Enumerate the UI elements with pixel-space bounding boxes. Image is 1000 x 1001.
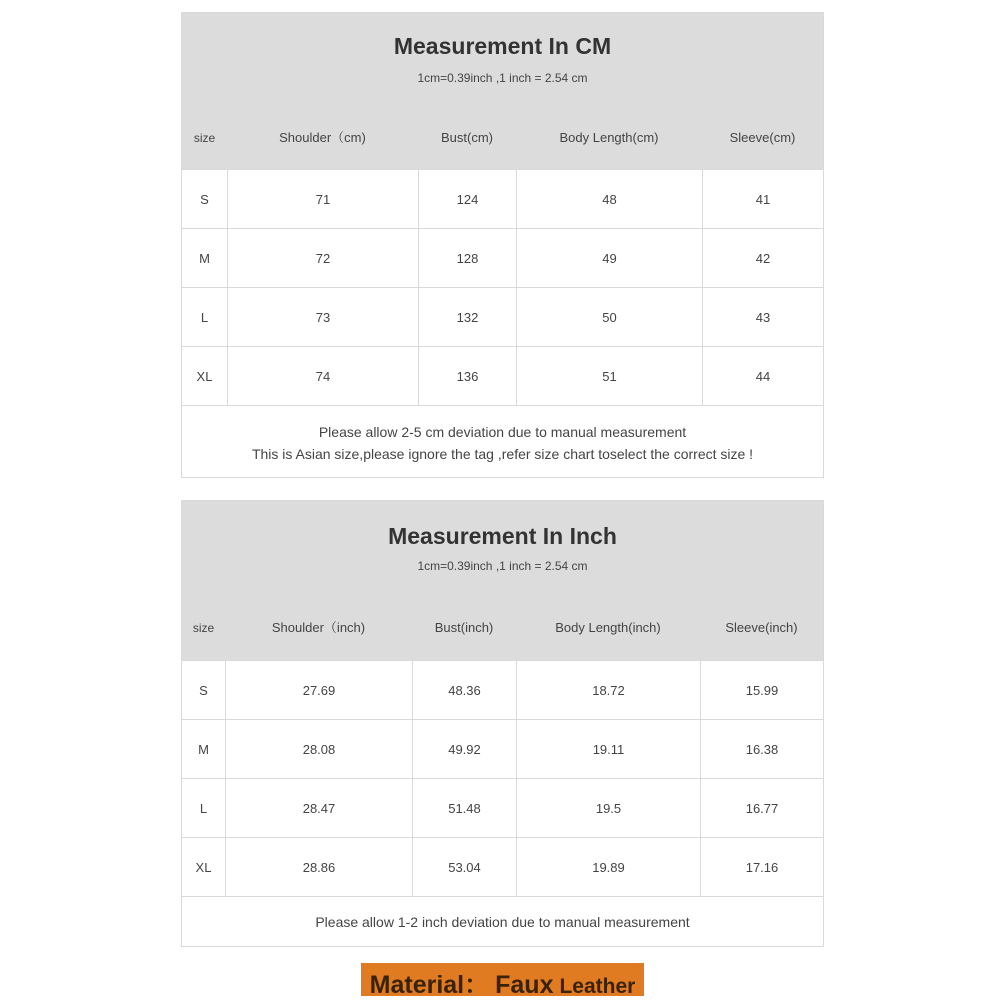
column-header-bust: Bust(cm)	[441, 130, 493, 145]
cm-size-chart	[181, 12, 824, 478]
column-header-body-length: Body Length(cm)	[559, 130, 659, 145]
cm-chart-note	[182, 405, 823, 479]
table-row	[182, 778, 823, 837]
cm-chart-subtitle: 1cm=0.39inch ,1 inch = 2.54 cm	[417, 71, 588, 85]
shoulder-cell: 74	[227, 347, 418, 405]
sleeve-cell: 42	[702, 229, 823, 287]
body-length-cell: 49	[516, 229, 702, 287]
inch-column-headers	[182, 619, 823, 637]
size-cell: L	[200, 309, 209, 325]
size-cell: M	[198, 741, 209, 757]
column-header-bust: Bust(inch)	[434, 620, 494, 635]
table-row	[182, 660, 823, 719]
cm-column-headers	[182, 129, 823, 147]
column-header-body-length: Body Length(inch)	[555, 620, 661, 635]
body-length-cell: 19.89	[516, 838, 700, 896]
table-row	[182, 287, 823, 346]
shoulder-cell: 71	[227, 170, 418, 228]
column-header-shoulder: Shoulder（inch)	[271, 620, 366, 635]
body-length-cell: 19.5	[516, 779, 700, 837]
table-row	[182, 346, 823, 405]
deviation-note: Please allow 2-5 cm deviation due to manual measurement	[318, 424, 687, 440]
material-value: Faux	[495, 971, 554, 999]
shoulder-cell: 27.69	[225, 661, 412, 719]
bust-cell: 124	[418, 170, 516, 228]
shoulder-cell: 28.86	[225, 838, 412, 896]
material-label: Material：	[369, 971, 490, 999]
size-cell: M	[199, 250, 210, 266]
sleeve-cell: 41	[702, 170, 823, 228]
column-header-shoulder: Shoulder（cm)	[279, 130, 366, 145]
inch-chart-note	[182, 896, 823, 949]
shoulder-cell: 72	[227, 229, 418, 287]
body-length-cell: 18.72	[516, 661, 700, 719]
bust-cell: 49.92	[412, 720, 516, 778]
bust-cell: 51.48	[412, 779, 516, 837]
column-header-sleeve: Sleeve(inch)	[725, 620, 798, 635]
shoulder-cell: 28.47	[225, 779, 412, 837]
body-length-cell: 19.11	[516, 720, 700, 778]
table-row	[182, 837, 823, 896]
inch-chart-subtitle: 1cm=0.39inch ,1 inch = 2.54 cm	[417, 559, 588, 573]
table-row	[182, 719, 823, 778]
deviation-note: Please allow 1-2 inch deviation due to manual measurement	[315, 914, 690, 930]
size-cell: XL	[196, 368, 213, 384]
sleeve-cell: 16.38	[700, 720, 823, 778]
inch-size-chart	[181, 500, 824, 947]
sleeve-cell: 43	[702, 288, 823, 346]
bust-cell: 48.36	[412, 661, 516, 719]
body-length-cell: 51	[516, 347, 702, 405]
sleeve-cell: 44	[702, 347, 823, 405]
cm-chart-title: Measurement In CM	[393, 33, 612, 59]
column-header-size: size	[193, 131, 216, 145]
bust-cell: 132	[418, 288, 516, 346]
inch-chart-title: Measurement In Inch	[388, 523, 617, 549]
shoulder-cell: 73	[227, 288, 418, 346]
sleeve-cell: 16.77	[700, 779, 823, 837]
column-header-sleeve: Sleeve(cm)	[729, 130, 796, 145]
cm-chart-header	[182, 13, 823, 169]
bust-cell: 128	[418, 229, 516, 287]
column-header-size: size	[192, 621, 215, 635]
size-cell: S	[199, 682, 208, 698]
size-cell: L	[199, 800, 208, 816]
size-cell: S	[200, 191, 209, 207]
sleeve-cell: 15.99	[700, 661, 823, 719]
bust-cell: 136	[418, 347, 516, 405]
table-row	[182, 228, 823, 287]
table-row	[182, 169, 823, 228]
material-value-suffix: Leather	[559, 975, 636, 998]
bust-cell: 53.04	[412, 838, 516, 896]
shoulder-cell: 28.08	[225, 720, 412, 778]
sleeve-cell: 17.16	[700, 838, 823, 896]
material-banner	[361, 963, 644, 999]
body-length-cell: 50	[516, 288, 702, 346]
asian-size-note: This is Asian size,please ignore the tag ,refer size chart toselect the correct size !	[251, 446, 754, 462]
size-cell: XL	[195, 859, 212, 875]
body-length-cell: 48	[516, 170, 702, 228]
inch-chart-header	[182, 501, 823, 660]
